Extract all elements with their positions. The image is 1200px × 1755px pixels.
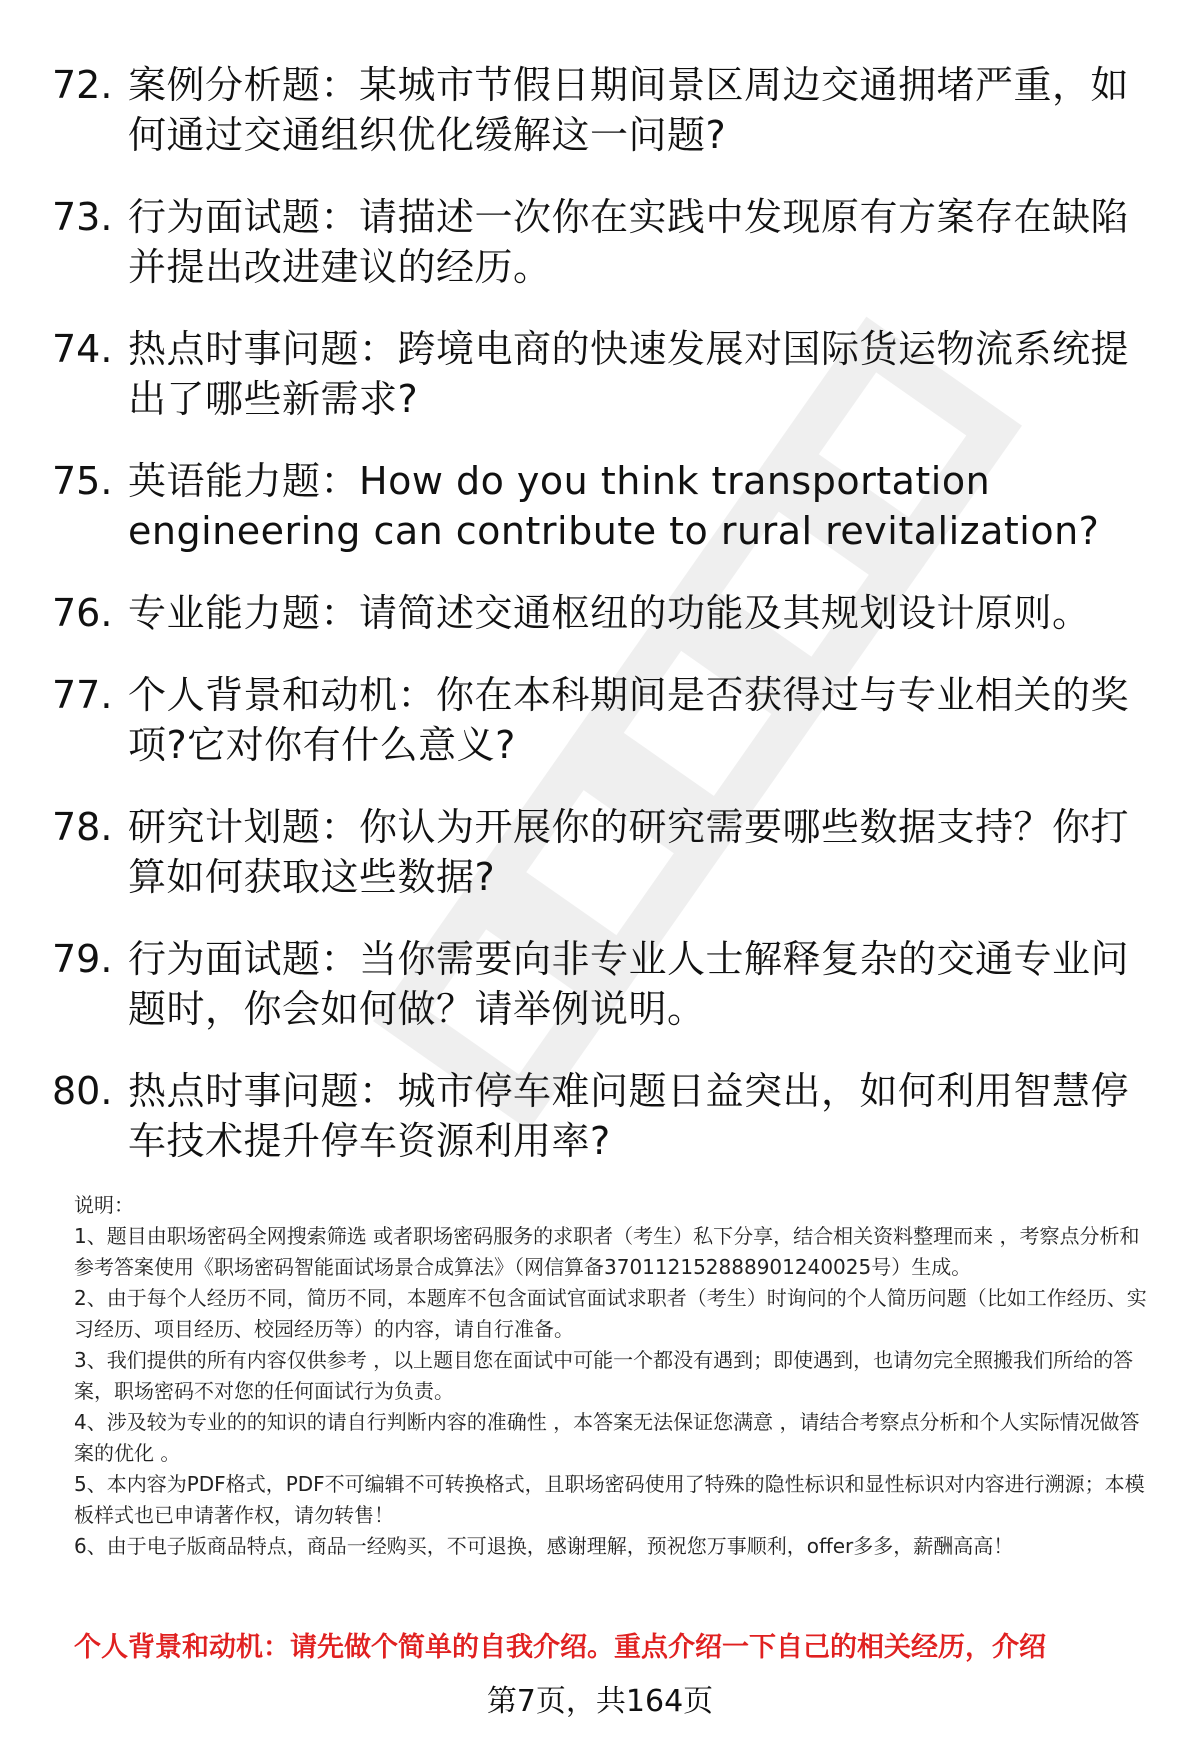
question-number: 79. [52, 937, 113, 981]
question-item [52, 802, 1150, 902]
note-item: 3、我们提供的所有内容仅供参考 ，以上题目您在面试中可能一个都没有遇到；即使遇到，也请勿完全照搬我们所给的答案，职场密码不对您的任何面试行为负责。 [74, 1348, 1134, 1403]
question-number: 72. [52, 63, 113, 107]
question-text: 研究计划题：你认为开展你的研究需要哪些数据支持？你打算如何获取这些数据? [128, 805, 1130, 899]
question-item [52, 934, 1150, 1034]
note-item: 6、由于电子版商品特点，商品一经购买，不可退换，感谢理解，预祝您万事顺利，offer多多，薪酬高高！ [74, 1534, 1014, 1558]
question-number: 78. [52, 805, 113, 849]
page-number: 第7页，共164页 [486, 1684, 714, 1719]
question-item [52, 588, 1150, 638]
notes-section [74, 1190, 1159, 1562]
question-text: 行为面试题：请描述一次你在实践中发现原有方案存在缺陷并提出改进建议的经历。 [128, 195, 1130, 289]
question-list [52, 60, 1150, 1198]
next-question-preview: 个人背景和动机：请先做个简单的自我介绍。重点介绍一下自己的相关经历，介绍 [74, 1632, 1046, 1663]
question-item [52, 60, 1150, 160]
question-item [52, 192, 1150, 292]
question-item [52, 1066, 1150, 1166]
question-number: 74. [52, 327, 113, 371]
question-text: 个人背景和动机：你在本科期间是否获得过与专业相关的奖项?它对你有什么意义? [128, 673, 1130, 767]
question-text: 英语能力题：How do you think transportation engineering can contribute to rural revitalization? [128, 459, 1100, 553]
question-number: 73. [52, 195, 113, 239]
note-item: 5、本内容为PDF格式，PDF不可编辑不可转换格式，且职场密码使用了特殊的隐性标识和显性标识对内容进行溯源；本模板样式也已申请著作权，请勿转售！ [74, 1472, 1145, 1527]
question-text: 行为面试题：当你需要向非专业人士解释复杂的交通专业问题时，你会如何做？请举例说明。 [128, 937, 1130, 1031]
question-text: 案例分析题：某城市节假日期间景区周边交通拥堵严重，如何通过交通组织优化缓解这一问题? [128, 63, 1130, 157]
question-number: 77. [52, 673, 113, 717]
note-item: 1、题目由职场密码全网搜索筛选 或者职场密码服务的求职者（考生）私下分享，结合相关资料整理而来 ，考察点分析和参考答案使用《职场密码智能面试场景合成算法》（网信算备370112152888901240025号）生成。 [74, 1224, 1140, 1279]
notes-title: 说明： [74, 1193, 134, 1217]
note-item: 2、由于每个人经历不同，简历不同，本题库不包含面试官面试求职者（考生）时询问的个人简历问题（比如工作经历、实习经历、项目经历、校园经历等）的内容，请自行准备。 [74, 1286, 1147, 1341]
question-item [52, 324, 1150, 424]
question-item [52, 456, 1150, 556]
question-number: 80. [52, 1069, 113, 1113]
note-item: 4、涉及较为专业的的知识的请自行判断内容的准确性 ，本答案无法保证您满意 ，请结合考察点分析和个人实际情况做答案的优化 。 [74, 1410, 1140, 1465]
question-text: 专业能力题：请简述交通枢纽的功能及其规划设计原则。 [128, 591, 1091, 635]
question-item [52, 670, 1150, 770]
question-number: 75. [52, 459, 113, 503]
question-text: 热点时事问题：跨境电商的快速发展对国际货运物流系统提出了哪些新需求? [128, 327, 1130, 421]
question-number: 76. [52, 591, 113, 635]
question-text: 热点时事问题：城市停车难问题日益突出，如何利用智慧停车技术提升停车资源利用率? [128, 1069, 1130, 1163]
